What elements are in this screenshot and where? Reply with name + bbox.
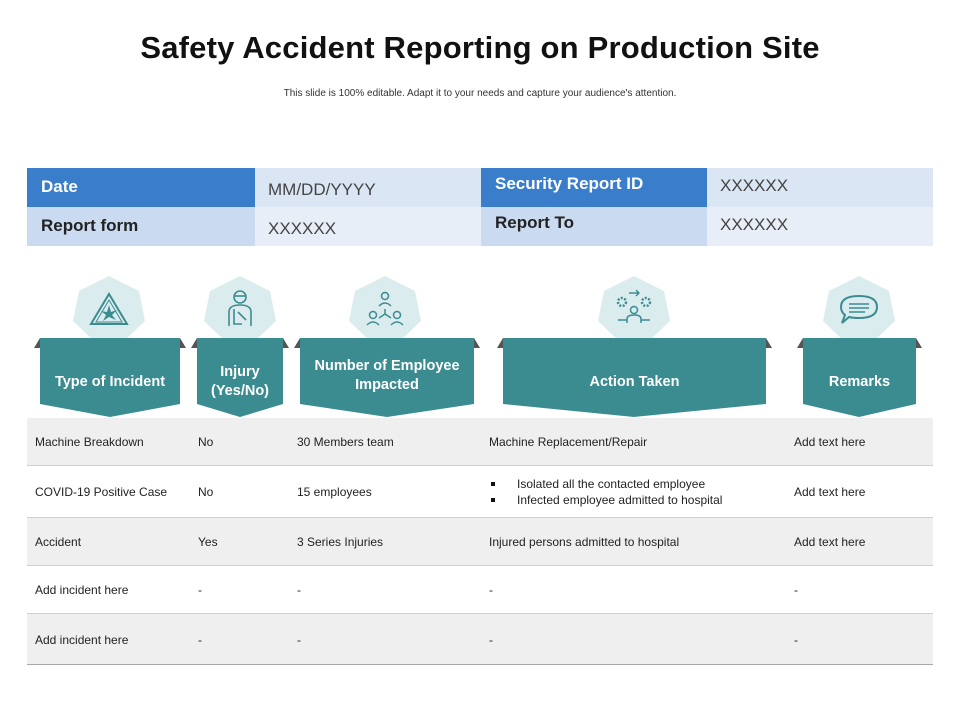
report-info-table <box>27 168 933 246</box>
cell-type: COVID-19 Positive Case <box>35 485 168 499</box>
security-report-id-label: Security Report ID <box>481 168 707 207</box>
cell-remarks: Add text here <box>794 535 866 549</box>
bullet-item: Infected employee admitted to hospital <box>489 492 722 508</box>
header-number-of-employee <box>294 338 480 416</box>
cell-injury: No <box>198 485 214 499</box>
table-row <box>27 466 933 518</box>
cell-remarks: - <box>794 633 798 647</box>
date-label: Date <box>27 168 255 207</box>
cell-injury: Yes <box>198 535 218 549</box>
incident-table <box>27 418 933 665</box>
header-injury <box>191 338 289 416</box>
cell-action: - <box>489 633 493 647</box>
cell-action: Injured persons admitted to hospital <box>489 535 680 549</box>
report-to-label: Report To <box>481 207 707 246</box>
cell-injury: No <box>198 435 214 449</box>
cell-action: Machine Replacement/Repair <box>489 435 648 449</box>
cell-type: Add incident here <box>35 633 129 647</box>
report-to-value[interactable]: XXXXXX <box>707 207 933 246</box>
cell-employees: 15 employees <box>297 485 372 499</box>
cell-employees: - <box>297 633 301 647</box>
report-form-label: Report form <box>27 207 255 246</box>
header-employees-label: Number of Employee Impacted <box>314 358 460 393</box>
cell-action: - <box>489 583 493 597</box>
speech-bubble-icon <box>823 276 895 342</box>
cell-employees: 3 Series Injuries <box>297 535 384 549</box>
header-remarks-label: Remarks <box>828 373 891 390</box>
bullet-item: Isolated all the contacted employee <box>489 476 722 492</box>
table-row <box>27 518 933 566</box>
hazard-icon <box>73 276 145 342</box>
page-title: Safety Accident Reporting on Production Site <box>140 30 820 65</box>
cell-injury: - <box>198 583 202 597</box>
header-action-label: Action Taken <box>589 373 680 390</box>
header-remarks <box>797 338 922 416</box>
cell-employees: 30 Members team <box>297 435 394 449</box>
report-form-value[interactable]: XXXXXX <box>255 207 481 246</box>
header-action-taken <box>497 338 772 416</box>
page-subtitle: This slide is 100% editable. Adapt it to your needs and capture your audience's attention. <box>283 88 677 99</box>
cell-employees: - <box>297 583 301 597</box>
table-row <box>27 418 933 466</box>
header-injury-label: Injury (Yes/No) <box>210 364 269 399</box>
cell-injury: - <box>198 633 202 647</box>
injured-person-icon <box>204 276 276 342</box>
security-report-id-value[interactable]: XXXXXX <box>707 168 933 207</box>
date-value[interactable]: MM/DD/YYYY <box>255 168 481 207</box>
header-type-label: Type of Incident <box>54 373 166 390</box>
table-row <box>27 566 933 614</box>
table-row <box>27 614 933 665</box>
header-type-of-incident <box>34 338 186 416</box>
cell-type: Accident <box>35 535 82 549</box>
action-gears-icon <box>598 276 670 342</box>
cell-action-bullets <box>489 476 722 508</box>
cell-remarks: Add text here <box>794 435 866 449</box>
cell-type: Add incident here <box>35 583 129 597</box>
cell-remarks: Add text here <box>794 485 866 499</box>
cell-remarks: - <box>794 583 798 597</box>
cell-type: Machine Breakdown <box>35 435 144 449</box>
